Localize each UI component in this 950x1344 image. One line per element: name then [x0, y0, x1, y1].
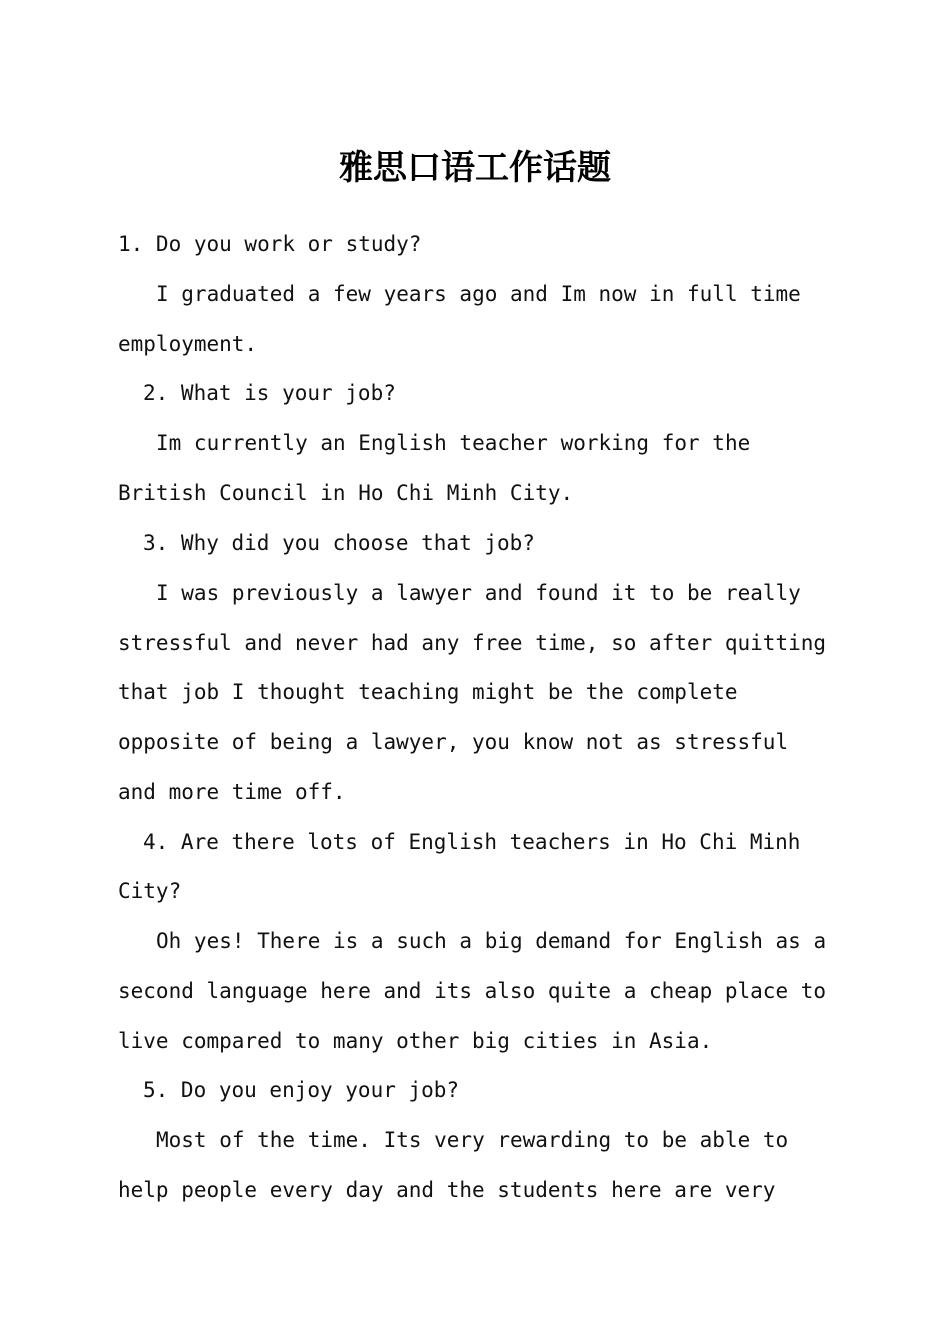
answer-3-line-1: I was previously a lawyer and found it to be really	[156, 581, 801, 605]
answer-1-line-2: employment.	[118, 332, 258, 356]
answer-2-line-2: British Council in Ho Chi Minh City.	[118, 481, 574, 505]
question-4-line-2: City?	[118, 879, 182, 903]
question-5: 5. Do you enjoy your job?	[143, 1078, 460, 1102]
answer-5-line-1: Most of the time. Its very rewarding to be able to	[156, 1128, 789, 1152]
answer-4-line-1: Oh yes! There is a such a big demand for English as a	[156, 929, 827, 953]
document-title: 雅思口语工作话题	[339, 148, 611, 188]
question-3: 3. Why did you choose that job?	[143, 531, 535, 555]
answer-3-line-4: opposite of being a lawyer, you know not as stressful	[118, 730, 789, 754]
answer-1-line-1: I graduated a few years ago and Im now in full time	[156, 282, 801, 306]
question-4-line-1: 4. Are there lots of English teachers in Ho Chi Minh	[143, 830, 801, 854]
answer-3-line-5: and more time off.	[118, 780, 346, 804]
question-1: 1. Do you work or study?	[118, 232, 422, 256]
answer-4-line-2: second language here and its also quite a cheap place to	[118, 979, 827, 1003]
answer-5-line-2: help people every day and the students here are very	[118, 1178, 776, 1202]
answer-3-line-2: stressful and never had any free time, so after quitting	[118, 631, 827, 655]
answer-2-line-1: Im currently an English teacher working for the	[156, 431, 751, 455]
answer-4-line-3: live compared to many other big cities in Asia.	[118, 1029, 713, 1053]
question-2: 2. What is your job?	[143, 381, 396, 405]
answer-3-line-3: that job I thought teaching might be the complete	[118, 680, 738, 704]
